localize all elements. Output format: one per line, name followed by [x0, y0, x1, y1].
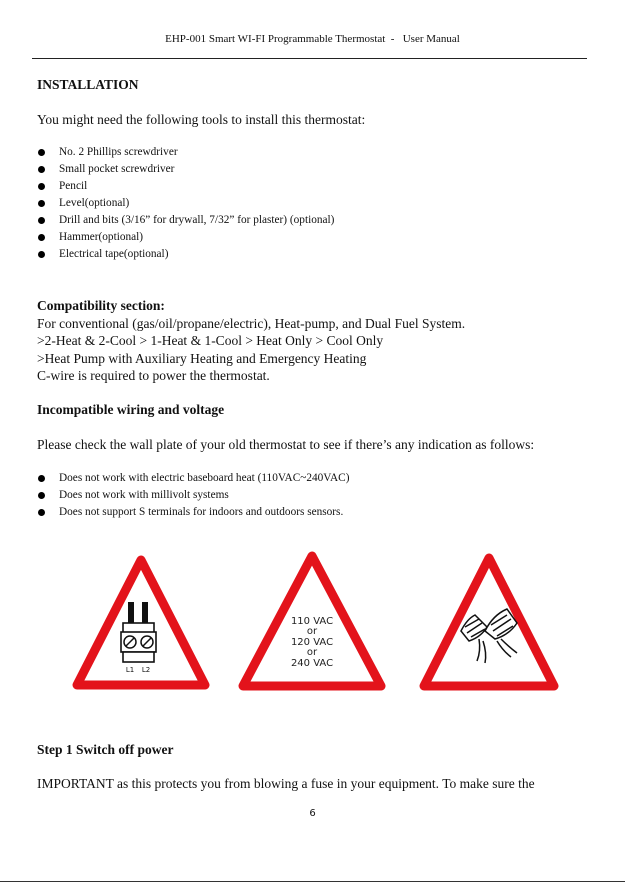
voltage-line: 120 VAC	[290, 637, 334, 648]
compatibility-line: >Heat Pump with Auxiliary Heating and Emergency Heating	[37, 351, 367, 366]
bullet-icon	[38, 234, 45, 241]
step1-text: IMPORTANT as this protects you from blowing a fuse in your equipment. To make sure the	[37, 776, 535, 791]
page-number: 6	[309, 808, 316, 819]
bullet-icon	[38, 492, 45, 499]
bullet-icon	[38, 200, 45, 207]
list-item: Does not support S terminals for indoors and outdoors sensors.	[37, 504, 349, 521]
step1-heading: Step 1 Switch off power	[37, 742, 174, 757]
terminal-label-l1: L1	[125, 666, 135, 674]
bullet-icon	[38, 475, 45, 482]
bullet-icon	[38, 509, 45, 516]
bullet-icon	[38, 251, 45, 258]
list-item: Hammer(optional)	[37, 229, 334, 246]
installation-heading: INSTALLATION	[37, 77, 139, 92]
voltage-line: 240 VAC	[290, 658, 334, 669]
voltage-warning-icon	[238, 551, 386, 691]
list-item: Small pocket screwdriver	[37, 161, 334, 178]
list-item: No. 2 Phillips screwdriver	[37, 144, 334, 161]
compatibility-line: For conventional (gas/oil/propane/electric), Heat-pump, and Dual Fuel System.	[37, 316, 466, 331]
warning-triangle	[424, 558, 554, 686]
compatibility-heading: Compatibility section:	[37, 298, 165, 313]
incompatible-heading: Incompatible wiring and voltage	[37, 402, 225, 417]
wire-nut-warning-icon	[419, 553, 559, 691]
incompatible-list	[37, 470, 349, 521]
list-item: Pencil	[37, 178, 334, 195]
list-item: Does not work with millivolt systems	[37, 487, 349, 504]
voltage-line: or	[306, 647, 318, 658]
voltage-line: or	[306, 626, 318, 637]
tools-list	[37, 144, 334, 263]
list-item: Level(optional)	[37, 195, 334, 212]
list-item: Drill and bits (3/16” for drywall, 7/32” for plaster) (optional)	[37, 212, 334, 229]
terminal-warning-icon	[72, 555, 210, 690]
list-item: Electrical tape(optional)	[37, 246, 334, 263]
compatibility-line: C-wire is required to power the thermostat.	[37, 368, 270, 383]
installation-intro: You might need the following tools to install this thermostat:	[37, 112, 366, 127]
bullet-icon	[38, 166, 45, 173]
compatibility-line: >2-Heat & 2-Cool > 1-Heat & 1-Cool > Heat Only > Cool Only	[37, 333, 384, 348]
incompatible-intro: Please check the wall plate of your old thermostat to see if there’s any indication as follows:	[37, 437, 535, 452]
terminal-label-l2: L2	[141, 666, 151, 674]
bottom-divider	[0, 881, 625, 882]
list-item: Does not work with electric baseboard heat (110VAC~240VAC)	[37, 470, 349, 487]
bullet-icon	[38, 183, 45, 190]
page-header: EHP-001 Smart WI-FI Programmable Thermostat - User Manual	[165, 33, 460, 45]
bullet-icon	[38, 149, 45, 156]
bullet-icon	[38, 217, 45, 224]
voltage-line: 110 VAC	[290, 616, 334, 627]
header-divider	[32, 58, 587, 59]
